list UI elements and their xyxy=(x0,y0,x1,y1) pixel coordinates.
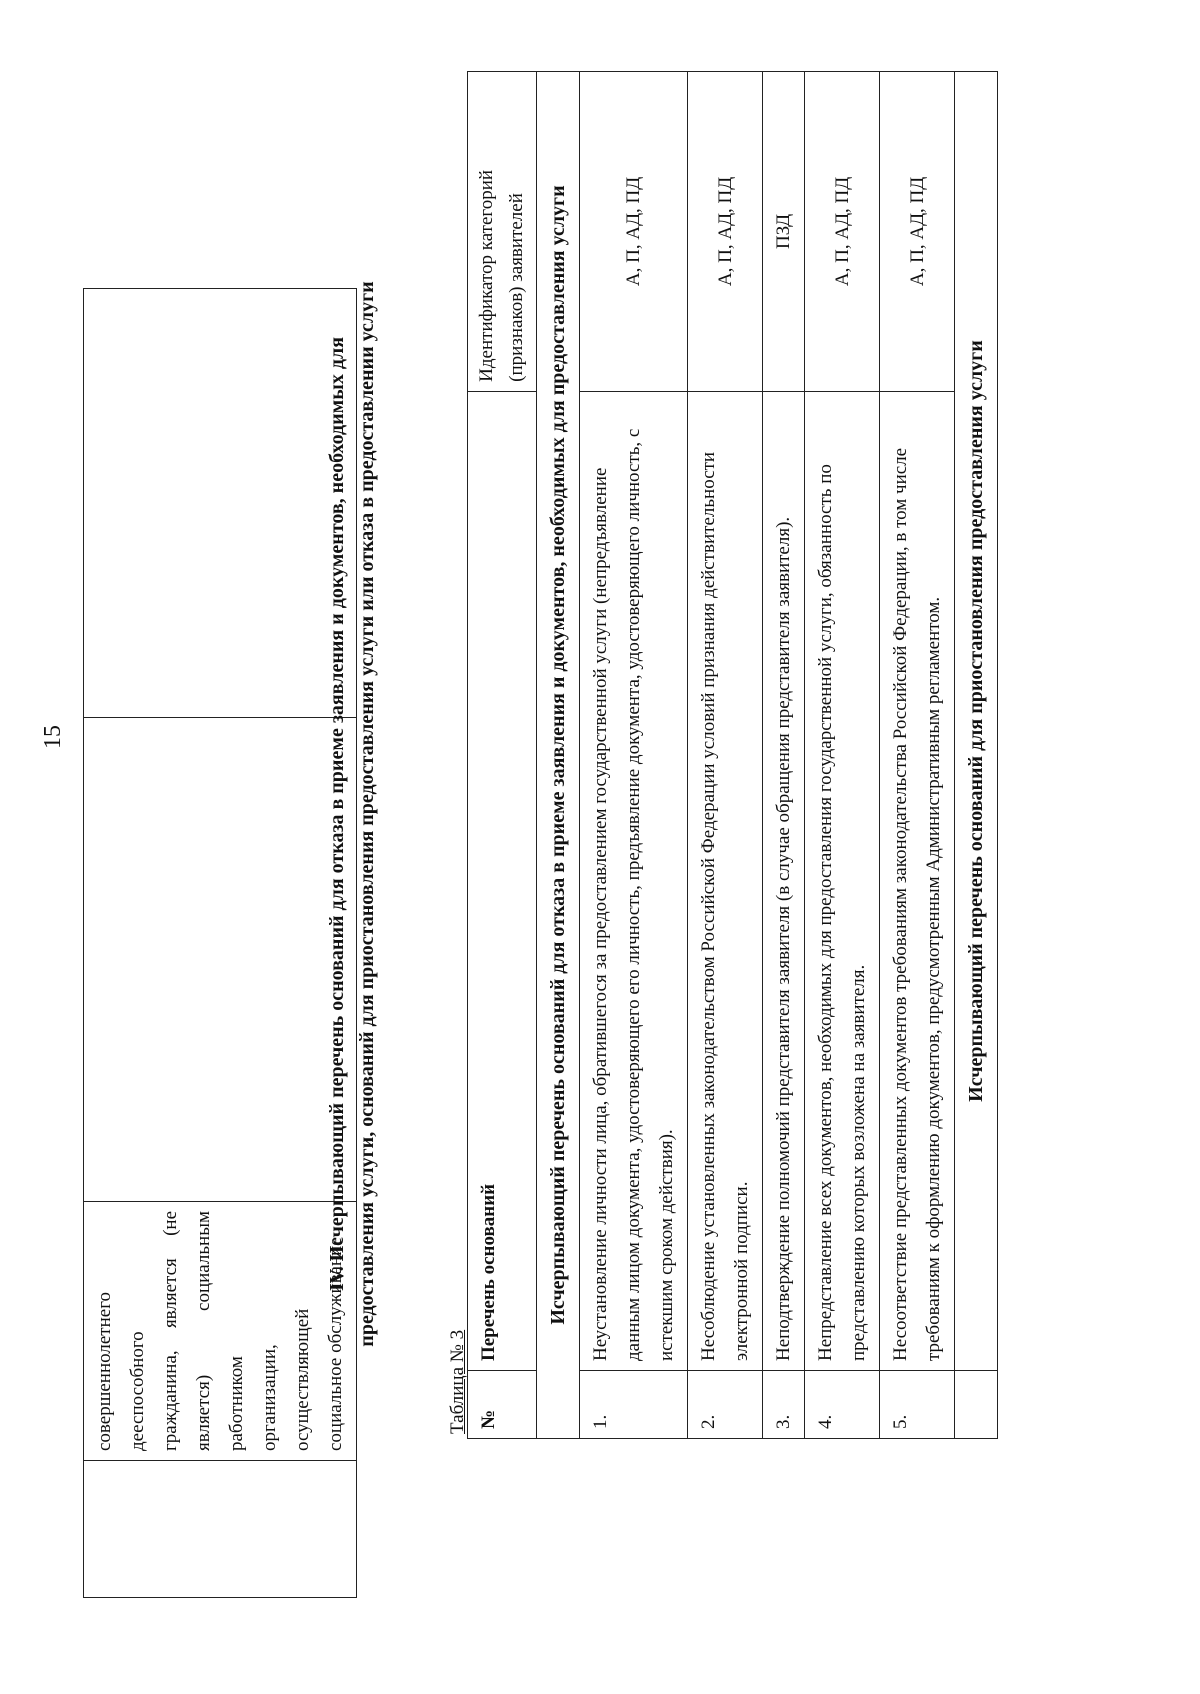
table-row xyxy=(688,72,763,1439)
section-heading-line: предоставления услуги, оснований для приостановления предоставления услуги или отказа в предоставлении услуги xyxy=(356,281,378,1347)
row-reason-text: Несоблюдение установленных законодательством Российской Федерации условий признания действительности электронной подписи. xyxy=(688,391,763,1370)
row-identifier: А, П, АД, ПД xyxy=(688,72,763,392)
row-identifier: А, П, АД, ПД xyxy=(880,72,955,392)
table-section-row xyxy=(537,72,580,1439)
text-line: гражданина, является (не xyxy=(160,1211,181,1451)
row-identifier: А, П, АД, ПД xyxy=(805,72,880,392)
row-number: 3. xyxy=(763,1371,805,1439)
row-number: 5. xyxy=(880,1371,955,1439)
row-reason-text: Несоответствие представленных документов требованиям законодательства Российской Федерации, в том числе требованиям к оформлению документов, предусмотренным Административным регламентом. xyxy=(880,391,955,1370)
table-row xyxy=(763,72,805,1439)
text-line: совершеннолетнего дееспособного xyxy=(94,1291,148,1451)
table-cell-empty xyxy=(955,1371,998,1439)
row-number: 2. xyxy=(688,1371,763,1439)
row-reason-text: Непредставление всех документов, необходимых для предоставления государственной услуги, обязанность по представлению которых возложена на заявителя. xyxy=(805,391,880,1370)
text-line: является) социальным работником xyxy=(193,1211,247,1451)
section-heading-line: IV. Исчерпывающий перечень оснований для отказа в приеме заявления и документов, необходимых для xyxy=(326,336,348,1292)
table-row xyxy=(805,72,880,1439)
row-reason-text: Неподтверждение полномочий представителя заявителя (в случае обращения представителя заявителя). xyxy=(763,391,805,1370)
table-caption: Таблица № 3 xyxy=(447,1329,468,1434)
column-header-number: № xyxy=(468,1371,537,1439)
row-identifier: А, П, АД, ПД xyxy=(580,72,688,392)
table-section-row xyxy=(955,72,998,1439)
table-row xyxy=(580,72,688,1439)
section-heading xyxy=(322,184,382,1444)
table-cell-text xyxy=(84,1202,357,1461)
text-line: организации, осуществляющей xyxy=(259,1308,313,1451)
grounds-table xyxy=(467,71,998,1439)
row-number: 4. xyxy=(805,1371,880,1439)
column-header-reasons: Перечень оснований xyxy=(468,391,537,1370)
page-number: 15 xyxy=(40,725,66,749)
table-row xyxy=(880,72,955,1439)
section-title: Исчерпывающий перечень оснований для отказа в приеме заявления и документов, необходимых для предоставления услуги xyxy=(537,72,580,1439)
table-cell-empty xyxy=(84,718,357,1202)
table-cell-empty xyxy=(84,1461,357,1598)
row-number: 1. xyxy=(580,1371,688,1439)
column-header-identifier: Идентификатор категорий (признаков) заявителей xyxy=(468,72,537,392)
section-title: Исчерпывающий перечень оснований для приостановления предоставления услуги xyxy=(955,72,998,1371)
text-line: социальное обслуживание xyxy=(325,1237,346,1451)
row-identifier: ПЗД xyxy=(763,72,805,392)
table-header-row xyxy=(468,72,537,1439)
table-cell-empty xyxy=(84,289,357,718)
table-row xyxy=(84,289,357,1598)
continued-table-fragment xyxy=(83,288,357,1598)
row-reason-text: Неустановление личности лица, обратившегося за предоставлением государственной услуги (непредъявление данным лицом документа, удостоверяющего его личность, предъявление документа, удостоверяющего личность, с истекшим сроком действия). xyxy=(580,391,688,1370)
